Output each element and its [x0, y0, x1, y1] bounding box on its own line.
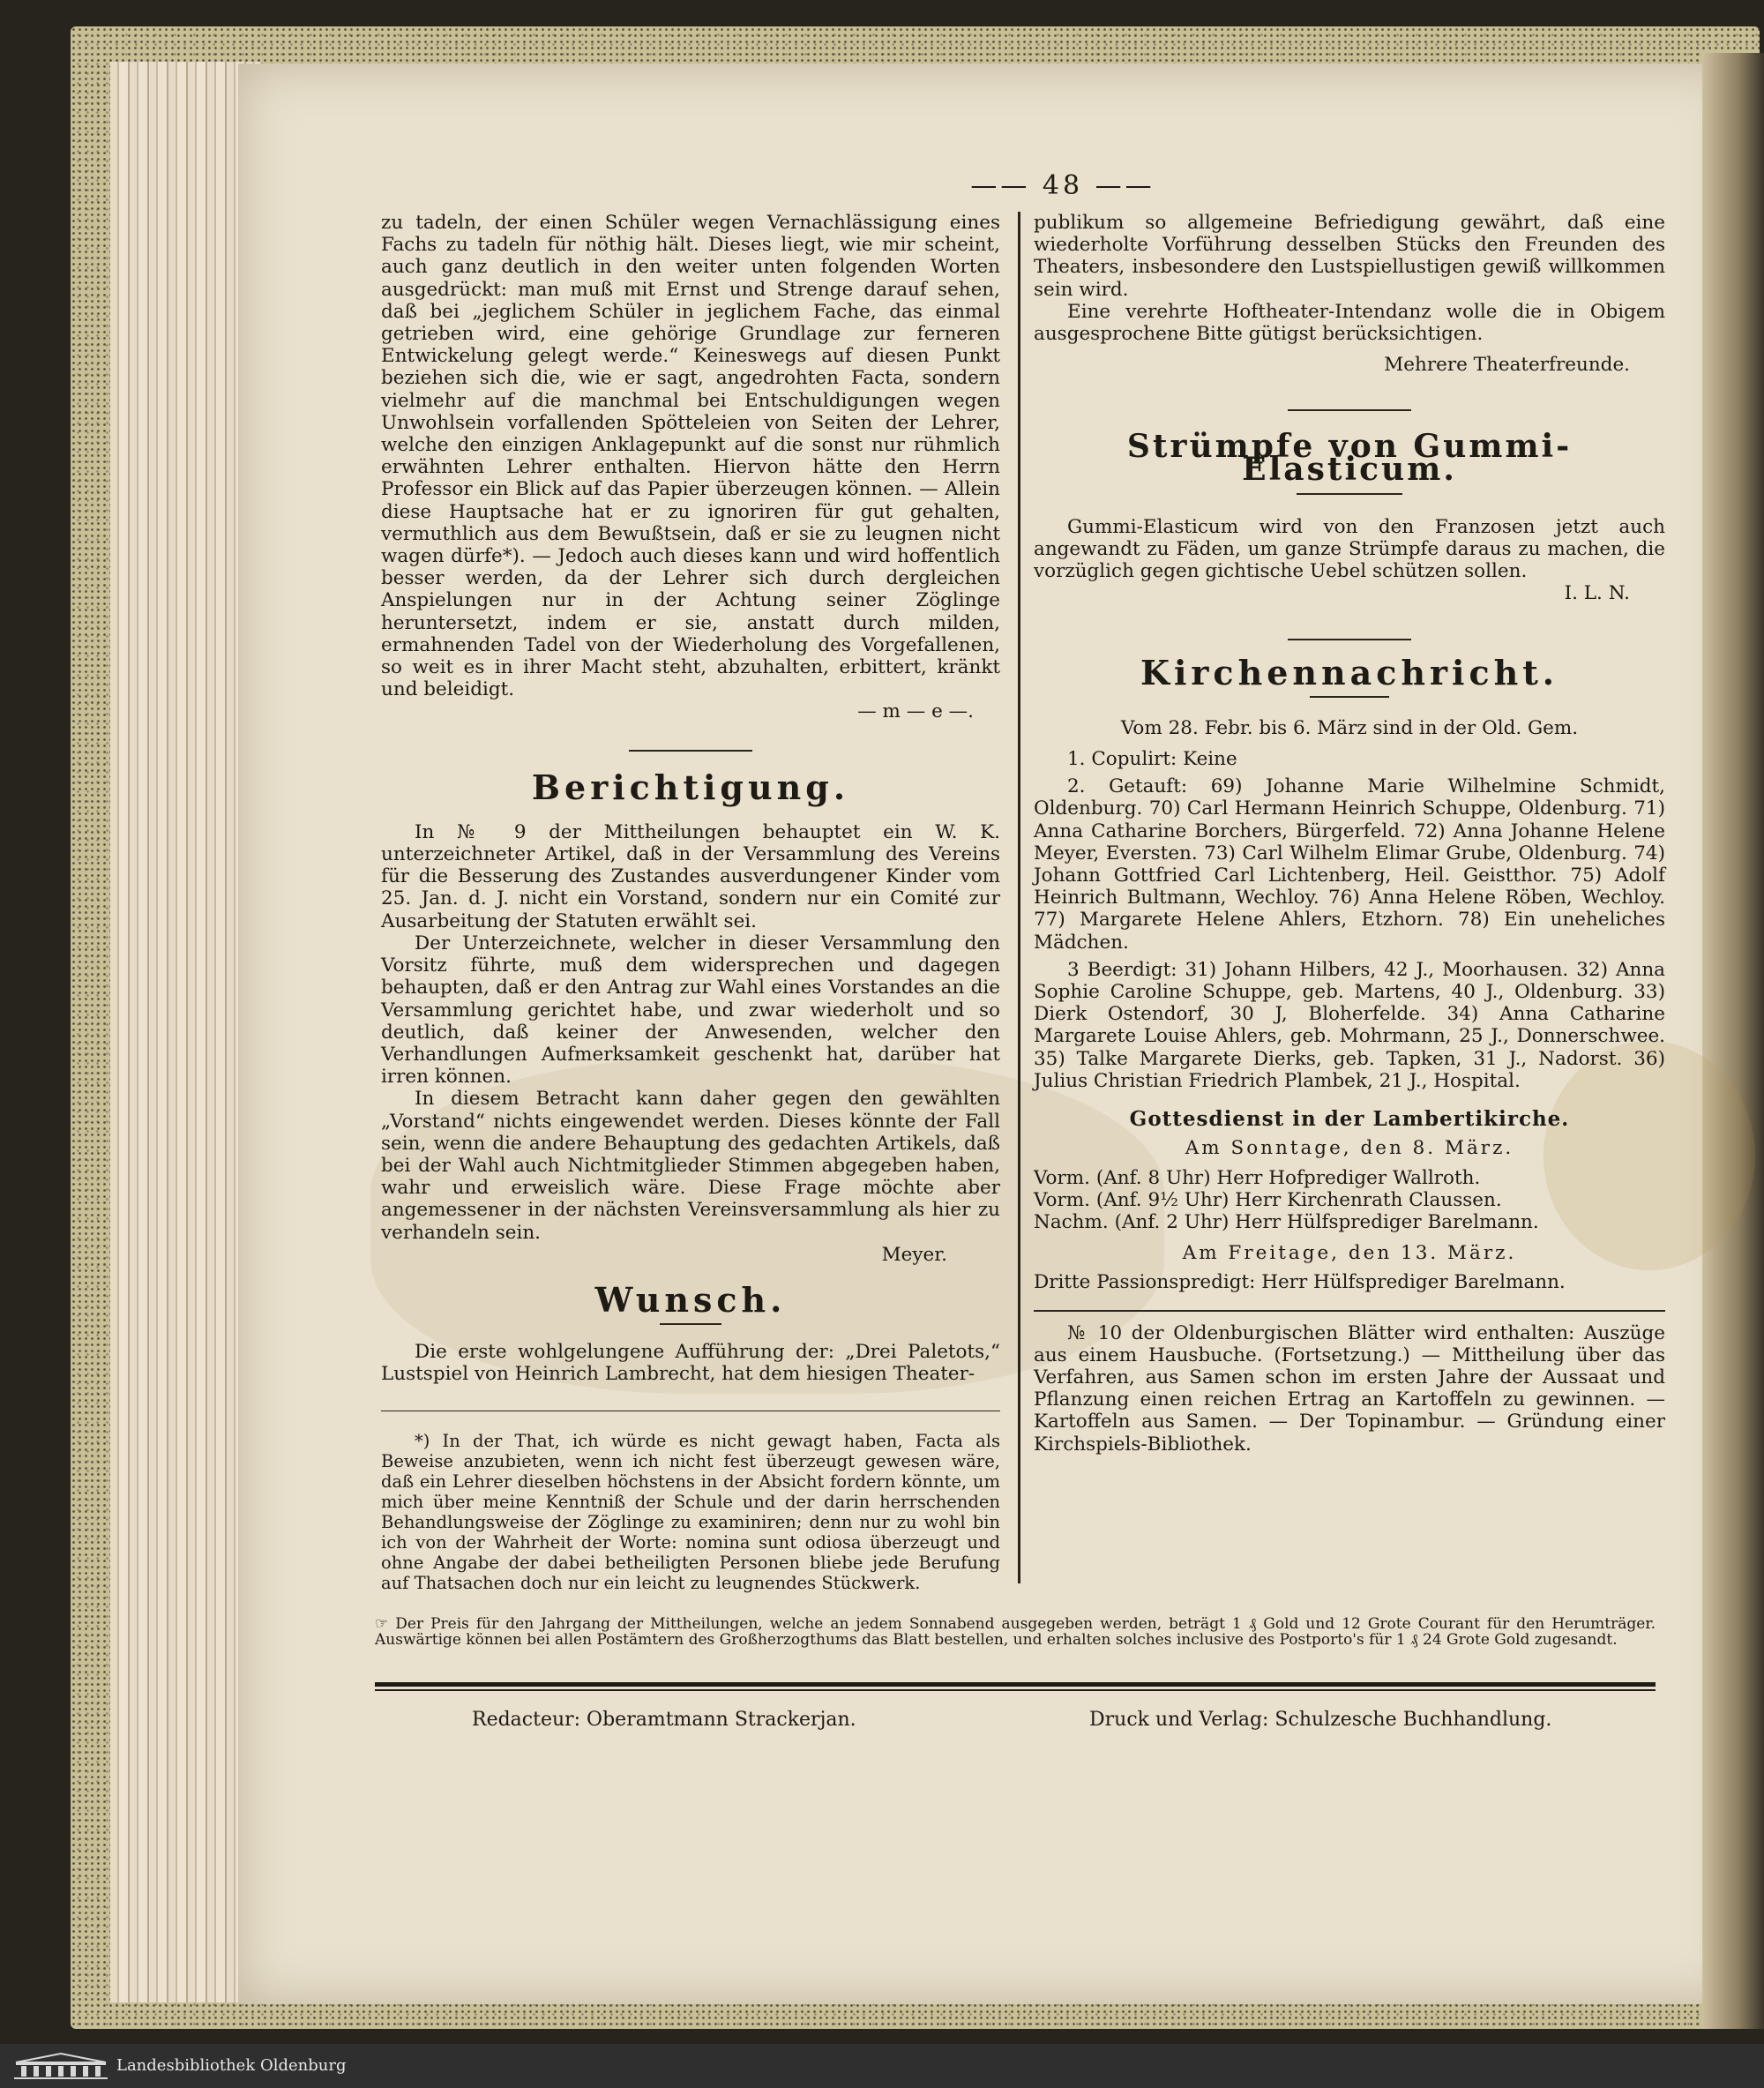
subscription-notice: ☞ Der Preis für den Jahrgang der Mittheilungen, welche an jedem Sonnabend ausgegeben werden, beträgt 1 ₰ Gold und 12 Grote Courant für den Herumträger. Auswärtige können bei allen Postämtern des Großherzogthums das Blatt bestellen, und erhalten solches inclusive des Postporto's für 1 ₰ 24 Grote Gold zugesandt.: [375, 1615, 1656, 1649]
kirchen-intro: Vom 28. Febr. bis 6. März sind in der Old. Gem.: [1120, 716, 1579, 739]
berichtigung-paragraph: In № 9 der Mittheilungen behauptet ein W. K. unterzeichneter Artikel, daß in der Versammlung des Vereins für die Besserung des Zustandes ausverdungener Kinder vom 25. Jan. d. J. nicht ein Vorstand, sondern nur ein Comité zur Ausarbeitung der Statuten erwählt sei.: [381, 820, 1000, 932]
library-name: Landesbibliothek Oldenburg: [116, 2056, 347, 2075]
section-rule: [629, 750, 752, 752]
kirchen-getauft: 2. Getauft: 69) Johanne Marie Wilhelmine Schmidt, Oldenburg. 70) Carl Hermann Heinrich Schuppe, Oldenburg. 71) Anna Catharine Borchers, Bürgerfeld. 72) Anna Johanne Helene Meyer, Eversten. 73) Carl Wilhelm Elimar Grube, Oldenburg. 74) Johann Gottfried Carl Lichtenberg, Heil. Geistthor. 75) Adolf Heinrich Bultmann, Wechloy. 76) Anna Helene Röben, Wechloy. 77) Margarete Helene Ahlers, Etzhorn. 78) Ein uneheliches Mädchen.: [1034, 775, 1665, 954]
kirchen-copulirt: 1. Copulirt: Keine: [1067, 748, 1237, 771]
gummi-heading: Strümpfe von Gummi-Elasticum.: [1126, 428, 1573, 488]
article-continuation: zu tadeln, der einen Schüler wegen Vernachlässigung eines Fachs zu tadeln für nöthig hält. Dieses liegt, wie mir scheint, auch ganz deutlich in den weiter unten folgenden Worten ausgedrückt: man muß mit Ernst und Strenge darauf sehen, daß bei „jeglichem Schüler in jeglichem Fache, das einmal getrieben wird, eine gehörige Grundlage zur ferneren Entwickelung gelegt werde.“ Keineswegs auf diesen Punkt beziehen sich die, wie er sagt, angedrohten Facta, sondern vielmehr auf die manchmal bei Entschuldigungen wegen Unwohlsein vorfallenden Spötteleien von Seiten der Lehrer, welche den einzigen Anklagepunkt auf die sonst nur rühmlich erwähnten Lehrer enthalten. Hiervon hätte den Herrn Professor ein Blick auf das Papier überzeugen können. — Allein diese Hauptsache hat er zu ignoriren für gut gehalten, vermuthlich aus dem Bewußtsein, daß er sie zu leugnen nicht wagen dürfe*). — Jedoch auch dieses kann und wird hoffentlich besser werden, da der Lehrer sich durch dergleichen Anspielungen nur in der Achtung seiner Zöglinge heruntersetzt, indem er sie, anstatt durch milden, ermahnenden Tadel von der Wiederholung des Vorgefallenen, so weit es in ihrer Macht steht, abzuhalten, erbittert, kränkt und beleidigt.: [381, 212, 1000, 701]
right-column: [1034, 212, 1665, 1456]
section-rule: [1297, 493, 1402, 495]
wunsch-paragraph: Die erste wohlgelungene Aufführung der: „Drei Paletots,“ Lustspiel von Heinrich Lambrecht, hat dem hiesigen Theater-: [381, 1341, 1000, 1386]
berichtigung-heading: Berichtigung.: [531, 767, 850, 807]
section-rule: [1310, 696, 1389, 698]
gummi-paragraph: Gummi-Elasticum wird von den Franzosen jetzt auch angewandt zu Fäden, um ganze Strümpfe daraus zu machen, die vorzüglich gegen gichtische Uebel schützen sollen.: [1034, 515, 1665, 583]
gottesdienst-sunday: Am Sonntage, den 8. März.: [1185, 1137, 1514, 1160]
berichtigung-paragraph: Der Unterzeichnete, welcher in dieser Versammlung den Vorsitz führte, muß dem widersprechen und dagegen behaupten, daß er den Antrag zur Wahl eines Vorstandes an die Versammlung gerichtet habe, und zwar wiederholt und so deutlich, daß keiner der Anwesenden, welcher den Verhandlungen Aufmerksamkeit geschenkt hat, darüber hat irren können.: [381, 932, 1000, 1089]
section-rule: [1288, 639, 1411, 640]
publisher-line: Druck und Verlag: Schulzesche Buchhandlung.: [1089, 1709, 1552, 1731]
editor-line: Redacteur: Oberamtmann Strackerjan.: [472, 1709, 856, 1731]
gottesdienst-friday: Am Freitage, den 13. März.: [1182, 1242, 1517, 1265]
article-signature: — m — e —.: [857, 700, 974, 723]
footnote: *) In der That, ich würde es nicht gewagt haben, Facta als Beweise anzubieten, wenn ich nicht fest überzeugt gewesen wäre, daß ein Lehrer dieselben höchstens in der Absicht fordern könnte, um mich über meine Kenntniß der Schule und der darin herrschenden Behandlungsweise der Zöglinge zu examiniren; denn nur zu wohl bin ich von der Wahrheit der Worte: nomina sunt odiosa überzeugt und ohne Angabe der dabei betheiligten Personen bliebe jede Berufung auf Thatsachen doch nur ein leicht zu leugnendes Stückwerk.: [381, 1430, 1000, 1593]
wunsch-continuation: publikum so allgemeine Befriedigung gewährt, daß eine wiederholte Vorführung desselben Stücks den Freunden des Theaters, insbesondere den Lustspiellustigen gewiß willkommen sein wird.: [1034, 212, 1665, 301]
kirchen-heading: Kirchennachricht.: [1140, 652, 1559, 692]
left-column: [381, 212, 1000, 1593]
wunsch-heading: Wunsch.: [594, 1279, 787, 1320]
gottesdienst-entry: Vorm. (Anf. 8 Uhr) Herr Hofprediger Wallroth.: [1034, 1166, 1481, 1189]
book-gutter: [1702, 53, 1764, 2029]
kirchen-beerdigt: 3 Beerdigt: 31) Johann Hilbers, 42 J., Moorhausen. 32) Anna Sophie Caroline Schuppe, geb. Martens, 40 J., Oldenburg. 33) Dierk Ostendorf, 30 J, Bloherfelde. 34) Anna Catharine Margarete Louise Ahlers, geb. Mohrmann, 25 J., Donnerschwee. 35) Talke Margarete Dierks, geb. Tapken, 31 J., Nadorst. 36) Julius Christian Friedrich Plambek, 21 J., Hospital.: [1034, 958, 1665, 1092]
section-rule: [1034, 1310, 1665, 1312]
page-number: —— 48 ——: [970, 170, 1155, 201]
gottesdienst-heading: Gottesdienst in der Lambertikirche.: [1129, 1107, 1570, 1132]
gottesdienst-entry: Vorm. (Anf. 9½ Uhr) Herr Kirchenrath Claussen.: [1034, 1188, 1502, 1211]
library-footer-bar: [0, 2044, 1764, 2088]
gottesdienst-entry: Nachm. (Anf. 2 Uhr) Herr Hülfsprediger Barelmann.: [1034, 1210, 1539, 1233]
column-divider: [1018, 212, 1020, 1583]
berichtigung-signature: Meyer.: [881, 1243, 947, 1266]
footer-rule: [375, 1682, 1656, 1687]
section-rule: [660, 1323, 721, 1325]
berichtigung-paragraph: In diesem Betracht kann daher gegen den gewählten „Vorstand“ nichts eingewendet werden. Dieses könnte der Fall sein, wenn die andere Behauptung des gedachten Artikels, daß bei der Wahl auch Nichtmitglieder Stimmen abgegeben haben, wahr und erweislich wäre. Diese Frage möchte aber angemessener in der nächsten Vereinsversammlung als hier zu verhandeln sein.: [381, 1088, 1000, 1244]
wunsch-continuation: Eine verehrte Hoftheater-Intendanz wolle die in Obigem ausgesprochene Bitte gütigst berücksichtigen.: [1034, 300, 1665, 346]
gottesdienst-entry: Dritte Passionspredigt: Herr Hülfsprediger Barelmann.: [1034, 1271, 1566, 1294]
footer-rule: [375, 1689, 1656, 1691]
wunsch-signature: Mehrere Theaterfreunde.: [1384, 354, 1630, 377]
library-building-icon: [12, 2052, 109, 2080]
next-issue-notice: № 10 der Oldenburgischen Blätter wird enthalten: Auszüge aus einem Hausbuche. (Fortsetzung.) — Mittheilung über das Verfahren, aus Samen schon im ersten Jahre der Aussaat und Pflanzung einen reichen Ertrag an Kartoffeln zu gewinnen. — Kartoffeln aus Samen. — Der Topinambur. — Gründung einer Kirchspiels-Bibliothek.: [1034, 1321, 1665, 1456]
section-rule: [1288, 409, 1411, 411]
gummi-signature: I. L. N.: [1564, 582, 1630, 605]
